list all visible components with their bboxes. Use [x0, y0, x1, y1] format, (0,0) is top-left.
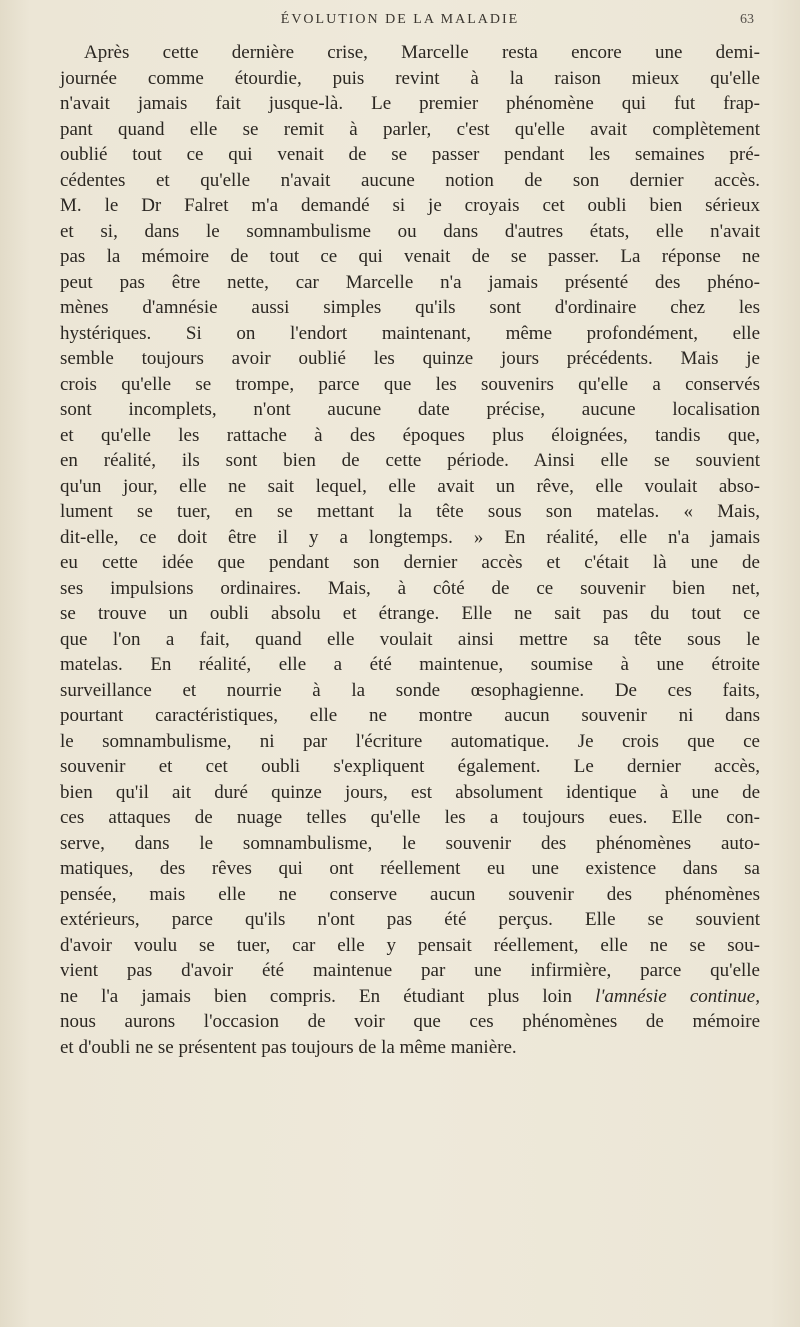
text-line: nous aurons l'occasion de voir que ces phénomènes de mémoire [60, 1011, 760, 1032]
text-line: mènes d'amnésie aussi simples qu'ils sont d'ordinaire chez les [60, 297, 760, 318]
text-line: n'avait jamais fait jusque-là. Le premier phénomène qui fut frap- [60, 93, 760, 114]
text-line: d'avoir voulu se tuer, car elle y pensait réellement, elle ne se sou- [60, 934, 760, 956]
text-line: ses impulsions ordinaires. Mais, à côté de ce souvenir bien net, [60, 577, 760, 599]
page-header [0, 12, 800, 36]
text-line: serve, dans le somnambulisme, le souvenir des phénomènes auto- [60, 832, 760, 854]
text-line: se trouve un oubli absolu et étrange. Elle ne sait pas du tout ce [60, 603, 760, 624]
text-line: oublié tout ce qui venait de se passer pendant les semaines pré- [60, 144, 760, 165]
text-line: en réalité, ils sont bien de cette période. Ainsi elle se souvient [60, 450, 760, 471]
text-line: hystériques. Si on l'endort maintenant, même profondément, elle [60, 322, 760, 344]
text-line: pourtant caractéristiques, elle ne montre aucun souvenir ni dans [60, 705, 760, 726]
text-line: sont incomplets, n'ont aucune date précise, aucune localisation [60, 399, 760, 420]
running-head: ÉVOLUTION DE LA MALADIE [280, 12, 520, 27]
text-line: extérieurs, parce qu'ils n'ont pas été perçus. Elle se souvient [60, 909, 760, 930]
text-line: et d'oubli ne se présentent pas toujours de la même manière. [60, 1036, 517, 1058]
body-paragraph [60, 40, 760, 1060]
text-line: vient pas d'avoir été maintenue par une infirmière, parce qu'elle [60, 960, 760, 981]
text-line: dit-elle, ce doit être il y a longtemps. » En réalité, elle n'a jamais [60, 526, 760, 548]
text-line: bien qu'il ait duré quinze jours, est absolument identique à une de [60, 781, 760, 803]
text-line: ces attaques de nuage telles qu'elle les a toujours eues. Elle con- [60, 807, 760, 828]
text-line: cédentes et qu'elle n'avait aucune notion de son dernier accès. [60, 169, 760, 191]
text-line-roman-part: ne l'a jamais bien compris. En étudiant plus loin [60, 985, 596, 1007]
text-line: journée comme étourdie, puis revint à la raison mieux qu'elle [60, 67, 760, 89]
text-line: Après cette dernière crise, Marcelle resta encore une demi- [84, 42, 760, 63]
text-line: et qu'elle les rattache à des époques plus éloignées, tandis que, [60, 424, 760, 446]
text-line: eu cette idée que pendant son dernier accès et c'était là une de [60, 552, 760, 573]
text-line: que l'on a fait, quand elle voulait ainsi mettre sa tête sous le [60, 628, 760, 650]
text-line [60, 984, 760, 1010]
text-line: lument se tuer, en se mettant la tête sous son matelas. « Mais, [60, 501, 760, 522]
page-number: 63 [740, 12, 754, 27]
text-line: M. le Dr Falret m'a demandé si je croyais cet oubli bien sérieux [60, 195, 760, 216]
text-line: pant quand elle se remit à parler, c'est qu'elle avait complètement [60, 118, 760, 140]
text-line: surveillance et nourrie à la sonde œsophagienne. De ces faits, [60, 679, 760, 701]
text-line: crois qu'elle se trompe, parce que les souvenirs qu'elle a conservés [60, 373, 760, 395]
text-line: peut pas être nette, car Marcelle n'a jamais présenté des phéno- [60, 271, 760, 293]
text-line: matelas. En réalité, elle a été maintenue, soumise à une étroite [60, 654, 760, 675]
text-line: souvenir et cet oubli s'expliquent également. Le dernier accès, [60, 756, 760, 777]
text-line: pas la mémoire de tout ce qui venait de se passer. La réponse ne [60, 246, 760, 267]
text-line: qu'un jour, elle ne sait lequel, elle avait un rêve, elle voulait abso- [60, 475, 760, 497]
text-line: pensée, mais elle ne conserve aucun souvenir des phénomènes [60, 883, 760, 905]
text-line: le somnambulisme, ni par l'écriture automatique. Je crois que ce [60, 730, 760, 752]
text-line-italic-term: l'amnésie continue, [595, 985, 760, 1007]
text-line: et si, dans le somnambulisme ou dans d'autres états, elle n'avait [60, 220, 760, 242]
text-line: semble toujours avoir oublié les quinze jours précédents. Mais je [60, 348, 760, 369]
text-line: matiques, des rêves qui ont réellement eu une existence dans sa [60, 858, 760, 879]
